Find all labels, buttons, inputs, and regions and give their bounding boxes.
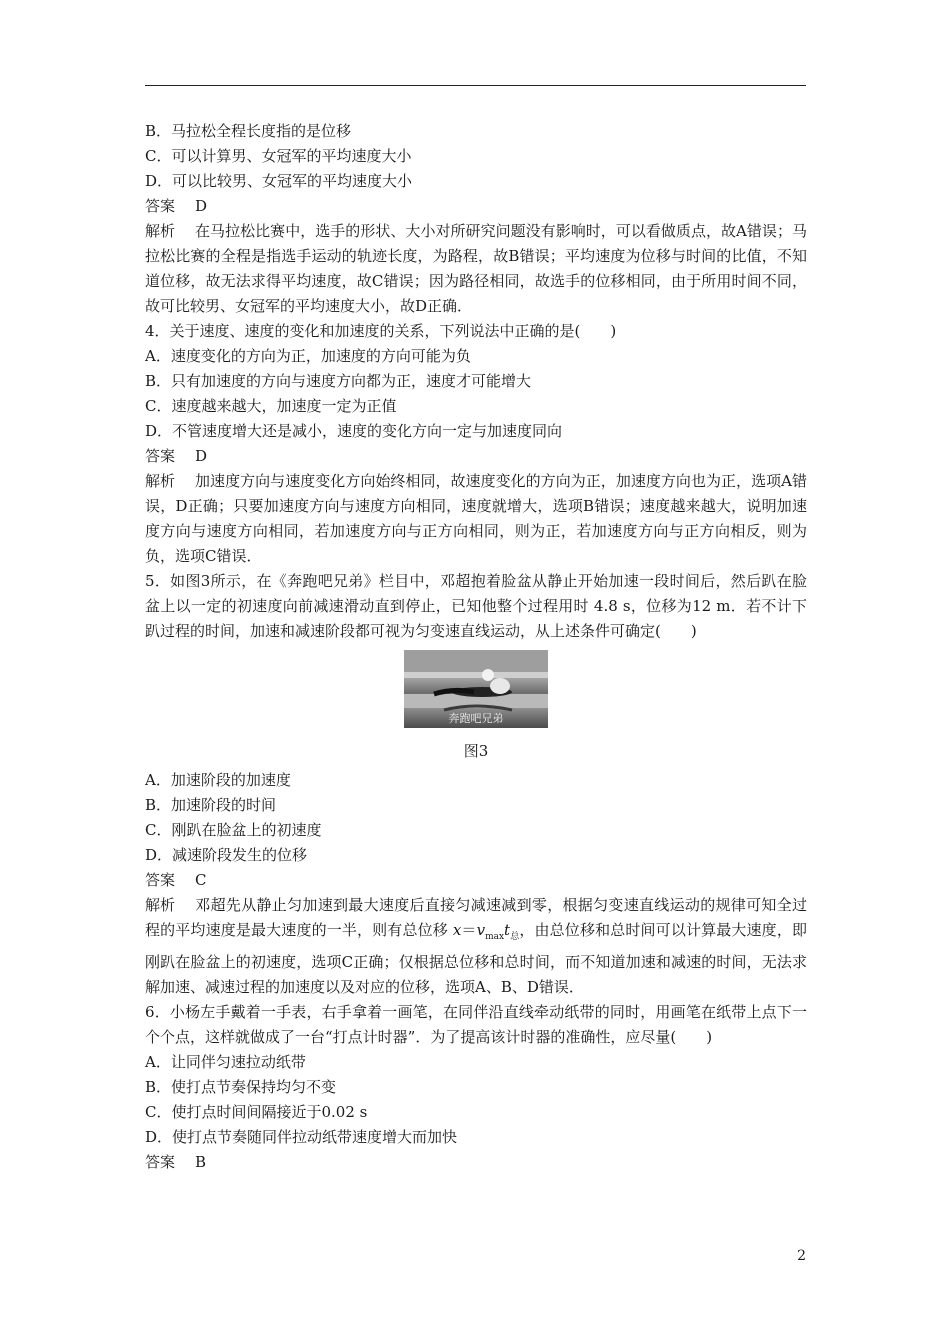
header-rule	[145, 85, 806, 86]
figure-3	[145, 650, 807, 736]
answer-label: 答案	[145, 1153, 176, 1171]
q5-option-a: A．加速阶段的加速度	[145, 771, 291, 789]
q6-option-a: A．让同伴匀速拉动纸带	[145, 1053, 306, 1071]
analysis-label: 解析	[145, 222, 176, 240]
q3-option-b: B．马拉松全程长度指的是位移	[145, 122, 352, 140]
answer-label: 答案	[145, 197, 176, 215]
q5-option-d: D．减速阶段发生的位移	[145, 846, 308, 864]
q4-option-a: A．速度变化的方向为正，加速度的方向可能为负	[145, 347, 471, 365]
formula-t: t	[504, 921, 511, 939]
answer-value: B	[195, 1153, 207, 1171]
formula-x: x	[452, 921, 462, 939]
page-number: 2	[797, 1248, 806, 1264]
q5-answer	[145, 868, 807, 893]
analysis-text: 邓超先从静止匀加速到最大速度后直接匀减速减到零，根据匀变速直线运动的规律可知全过程的平均速度是最大速度的一半，则有总位移	[145, 896, 807, 939]
q3-analysis	[145, 219, 807, 319]
q6-stem: 6．小杨左手戴着一手表，右手拿着一画笔，在同伴沿直线牵动纸带的同时，用画笔在纸带上点下一个个点，这样就做成了一台“打点计时器”．为了提高该计时器的准确性，应尽量( )	[145, 1003, 807, 1046]
formula-t-sub: 总	[510, 932, 520, 942]
answer-label: 答案	[145, 447, 176, 465]
analysis-text-2: ，由总位移和总时间可以计算最大速度，即刚趴在脸盆上的初速度，选项C正确；仅根据总位移和总时间，而不知道加速和减速的时间，无法求解加速、减速过程的加速度以及对应的位移，选项A、B、D错误．	[145, 921, 807, 996]
analysis-text: 加速度方向与速度变化方向始终相同，故速度变化的方向为正，加速度方向也为正，选项A错误，D正确；只要加速度方向与速度方向相同，速度就增大，选项B错误；速度越来越大，说明加速度方向与速度方向相同，若加速度方向与正方向相同，则为正，若加速度方向与正方向相反，则为负，选项C错误．	[145, 472, 807, 565]
q5-option-b: B．加速阶段的时间	[145, 796, 277, 814]
analysis-label: 解析	[145, 896, 176, 914]
answer-value: D	[195, 447, 208, 465]
q6-option-d: D．使打点节奏随同伴拉动纸带速度增大而加快	[145, 1128, 458, 1146]
q4-stem: 4．关于速度、速度的变化和加速度的关系，下列说法中正确的是( )	[145, 322, 617, 340]
figure-caption: 图3	[463, 742, 489, 760]
q5-stem: 5．如图3所示，在《奔跑吧兄弟》栏目中，邓超抱着脸盆从静止开始加速一段时间后，然后趴在脸盆上以一定的初速度向前减速滑动直到停止，已知他整个过程用时 4.8 s，位移为12 m．若不计下趴过程的时间，加速和减速阶段都可视为匀变速直线运动，从上述条件可确定( )	[145, 572, 807, 640]
q3-answer	[145, 194, 807, 219]
answer-value: D	[195, 197, 208, 215]
analysis-label: 解析	[145, 472, 176, 490]
q4-option-c: C．速度越来越大，加速度一定为正值	[145, 397, 397, 415]
q3-option-c: C．可以计算男、女冠军的平均速度大小	[145, 147, 412, 165]
q6-option-b: B．使打点节奏保持均匀不变	[145, 1078, 337, 1096]
analysis-text: 在马拉松比赛中，选手的形状、大小对所研究问题没有影响时，可以看做质点，故A错误；马拉松比赛的全程是指选手运动的轨迹长度，为路程，故B错误；平均速度为位移与时间的比值，不知道位移，故无法求得平均速度，故C错误；因为路径相同，故选手的位移相同，由于所用时间不同，故可比较男、女冠军的平均速度大小，故D正确．	[145, 222, 807, 315]
answer-label: 答案	[145, 871, 176, 889]
q4-analysis	[145, 469, 807, 569]
formula-v-sub: max	[485, 932, 505, 942]
figure-photo	[404, 650, 548, 728]
sliding-person-illustration	[404, 650, 548, 728]
figure-watermark: 奔跑吧兄弟	[448, 712, 504, 725]
answer-value: C	[195, 871, 207, 889]
formula-v: v	[476, 921, 486, 939]
q3-option-d: D．可以比较男、女冠军的平均速度大小	[145, 172, 413, 190]
q6-option-c: C．使打点时间间隔接近于0.02 s	[145, 1103, 368, 1121]
q4-answer	[145, 444, 807, 469]
q5-option-c: C．刚趴在脸盆上的初速度	[145, 821, 322, 839]
document-body	[145, 119, 807, 1175]
q4-option-d: D．不管速度增大还是减小，速度的变化方向一定与加速度同向	[145, 422, 563, 440]
q6-answer	[145, 1150, 807, 1175]
formula-eq: ＝	[461, 921, 477, 939]
q4-option-b: B．只有加速度的方向与速度方向都为正，速度才可能增大	[145, 372, 532, 390]
q5-analysis	[145, 893, 807, 1000]
